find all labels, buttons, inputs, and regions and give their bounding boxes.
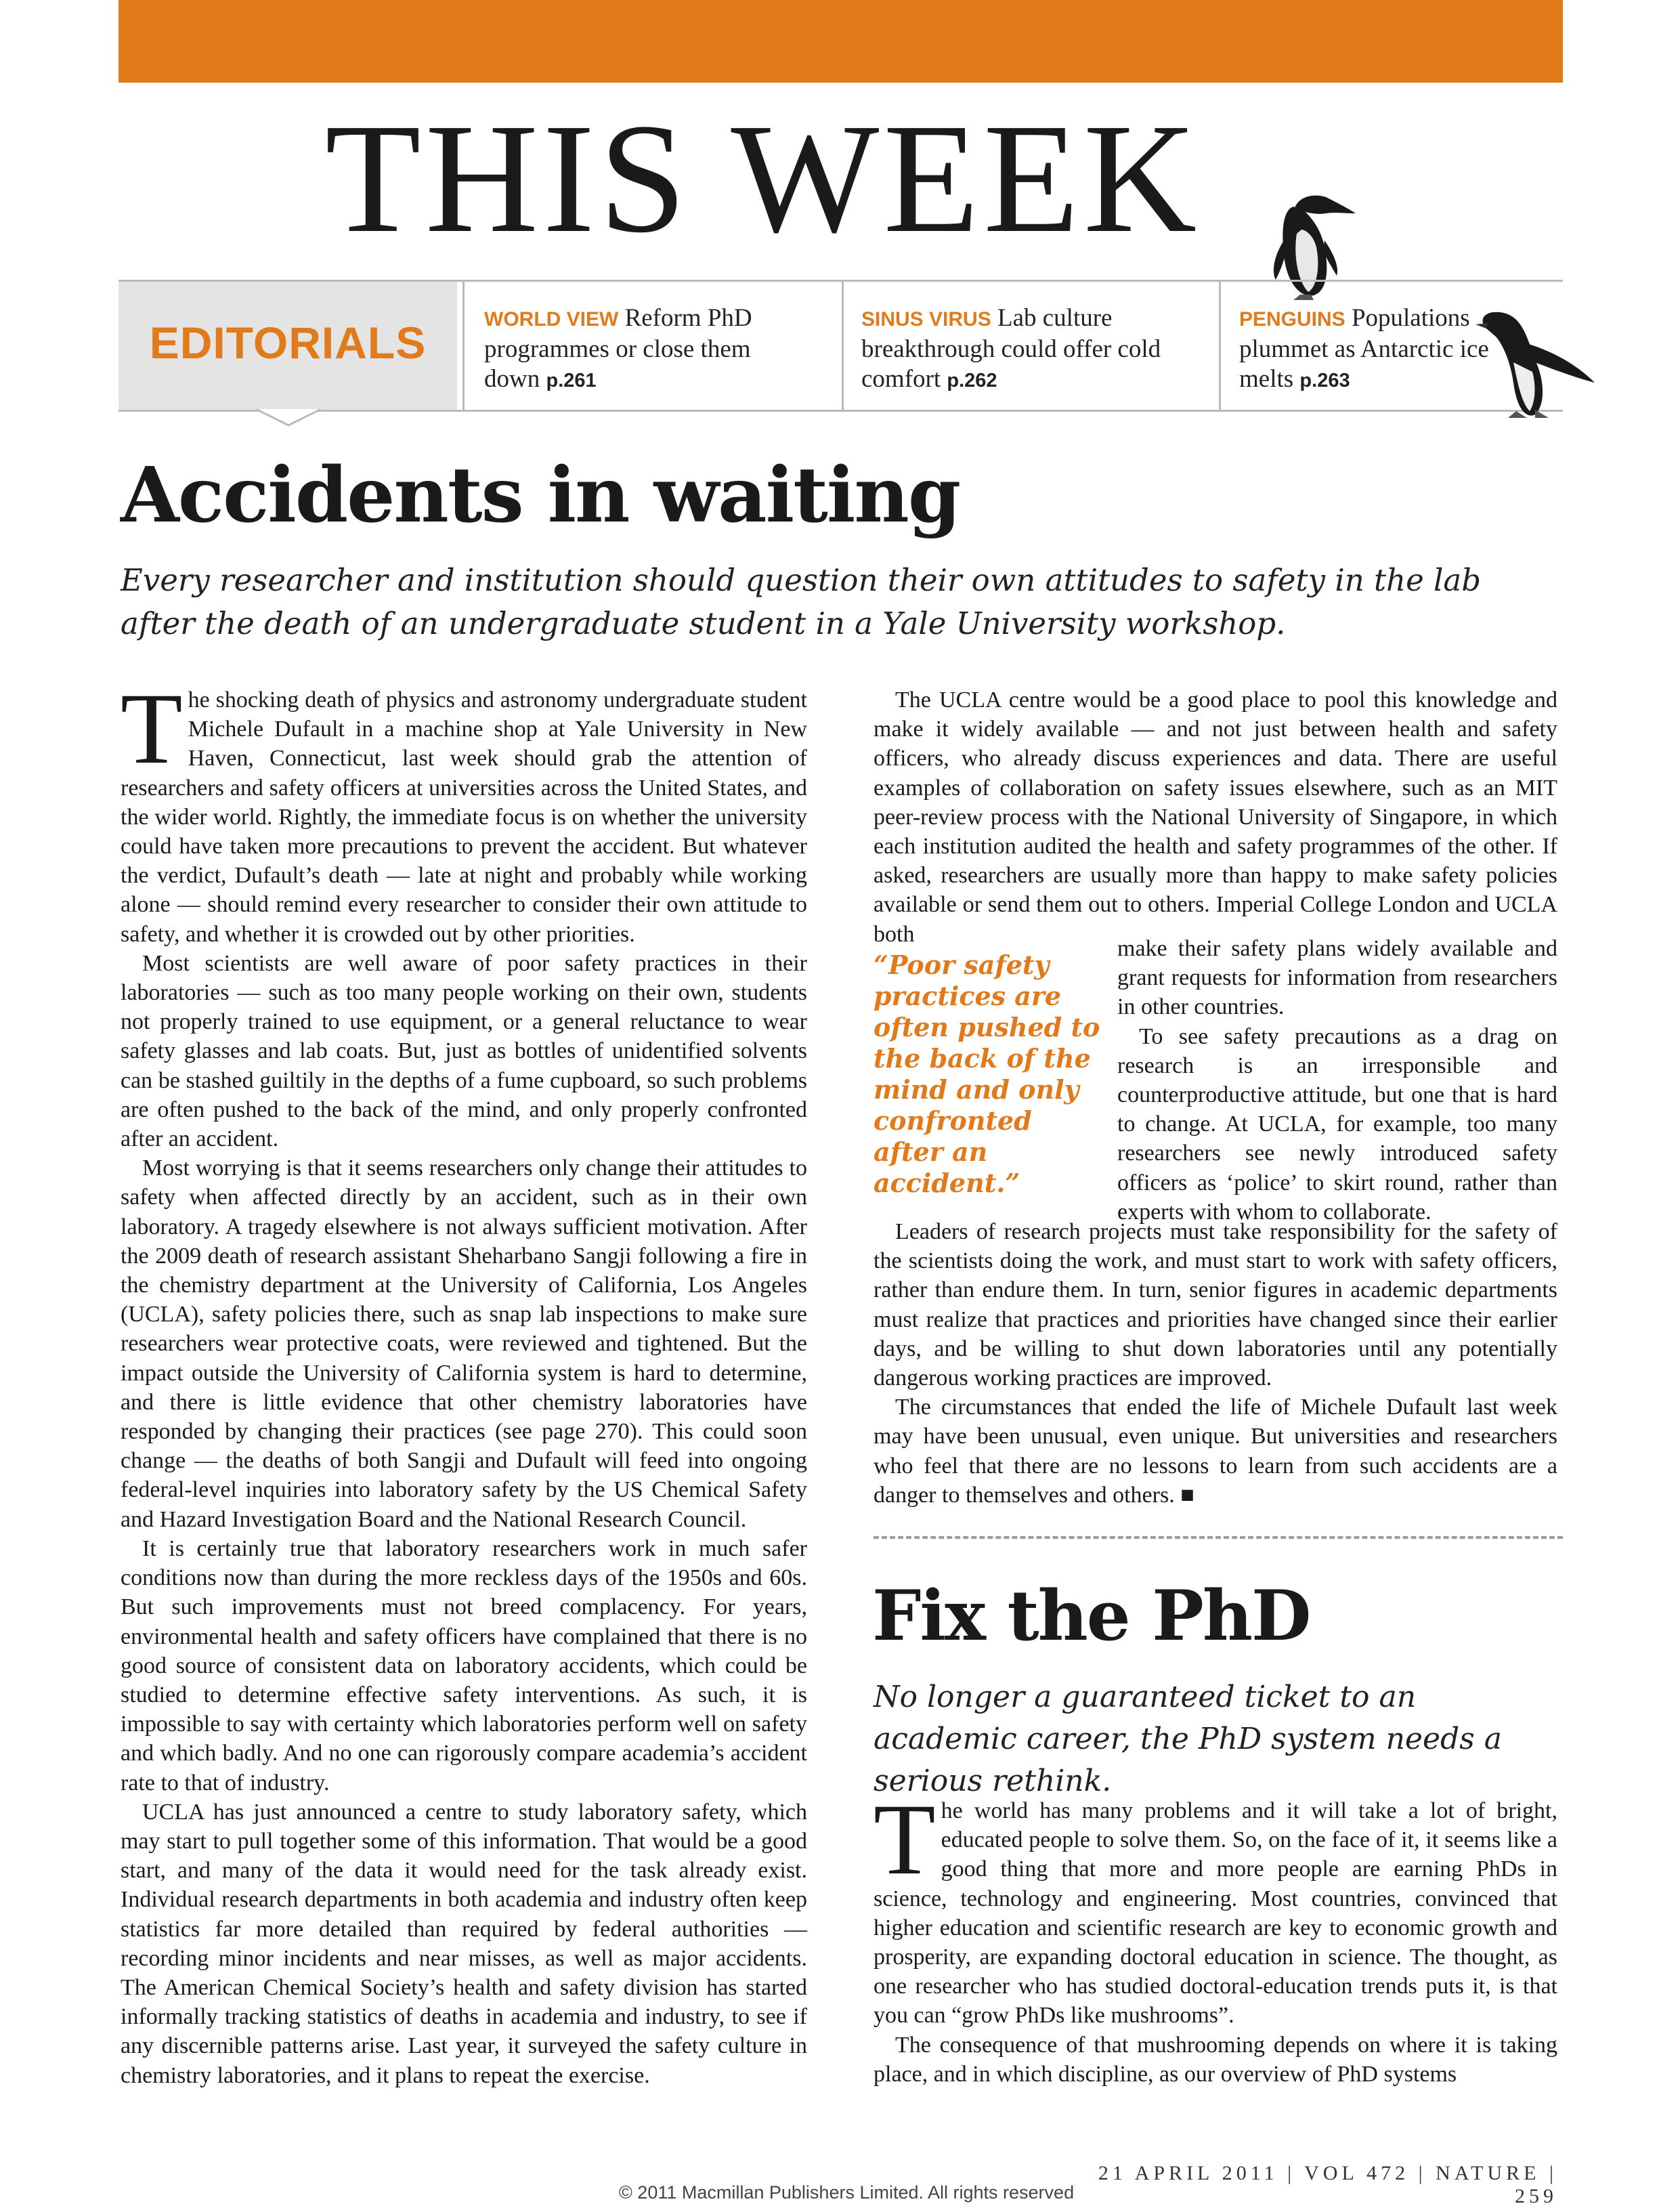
- article-paragraph: make their safety plans widely available and grant requests for information from researchers in other countries.: [1117, 936, 1557, 1020]
- teaser-page: p.263: [1299, 370, 1350, 391]
- teaser-divider: [1219, 282, 1221, 410]
- drop-cap: T: [874, 1783, 936, 1896]
- teaser-penguins[interactable]: [1239, 303, 1490, 396]
- article-column-second: [874, 1783, 1557, 2089]
- article-paragraph: Leaders of research projects must take responsibility for the safety of the scientists doing the work, and must start to work with safety officers, rather than endure them. In turn, senior figures in academic departments must realize that practices and priorities have changed since their earlier days, and be willing to shut down laboratories until any potentially dangerous working practices are improved.: [874, 1219, 1557, 1391]
- teaser-kicker: WORLD VIEW: [484, 308, 619, 331]
- section-rule-bottom: [119, 410, 1563, 412]
- drop-cap: T: [121, 673, 183, 785]
- article-standfirst: No longer a guaranteed ticket to an academic career, the PhD system needs a serious rethink.: [874, 1680, 1502, 1798]
- article-standfirst: Every researcher and institution should question their own attitudes to safety in the lab after the death of an undergraduate student in a Yale University workshop.: [121, 562, 1482, 641]
- teaser-world-view[interactable]: [484, 303, 802, 396]
- page-folio: 21 APRIL 2011 | VOL 472 | NATURE | 259: [1098, 2162, 1557, 2207]
- article-divider: [874, 1536, 1563, 1539]
- teaser-text: Lab culture breakthrough could offer cold comfort: [861, 304, 1161, 393]
- article-column-right-bottom: [874, 1217, 1557, 1510]
- teaser-text: Reform PhD programmes or close them down: [484, 304, 752, 393]
- teaser-text: Populations plummet as Antarctic ice melts: [1239, 304, 1489, 393]
- teaser-divider: [842, 282, 844, 410]
- article-paragraph: The UCLA centre would be a good place to pool this knowledge and make it widely available — and not just between health and safety officers, who already discuss experiences and data. There are useful examples of collaboration on safety issues elsewhere, such as an MIT peer-review process with the National University of Singapore, in which each institution audited the health and safety programmes of the other. If asked, researchers are usually more than happy to make safety policies available or send them out to others. Imperial College London and UCLA both: [874, 687, 1557, 947]
- pull-quote: “Poor safety practices are often pushed to the back of the mind and only confronted after an accident.”: [874, 950, 1100, 1198]
- teaser-kicker: SINUS VIRUS: [861, 308, 991, 331]
- article-paragraph: Most worrying is that it seems researchers only change their attitudes to safety when affected directly by an accident, such as in their own laboratory. A tragedy elsewhere is not always sufficient motivation. After the 2009 death of research assistant Sheharbano Sangji following a fire in the chemistry department at the University of California, Los Angeles (UCLA), safety policies there, such as snap lab inspections to make sure researchers wear protective coats, were reviewed and tightened. But the impact outside the University of California system is hard to determine, and there is little evidence that other chemistry laboratories have responded by changing their practices (see page 270). This could soon change — the deaths of both Sangji and Dufault will feed into ongoing federal-level inquiries into laboratory safety by the US Chemical Safety and Hazard Investigation Board and the National Research Council.: [121, 1155, 807, 1532]
- section-label: EDITORIALS: [149, 318, 427, 368]
- top-accent-bar: [119, 0, 1563, 83]
- teaser-divider: [462, 282, 465, 410]
- teaser-sinus-virus[interactable]: [861, 303, 1180, 396]
- penguin-icon: [1473, 301, 1601, 420]
- article-paragraph: Most scientists are well aware of poor safety practices in their laboratories — such as too many people working on their own, students not properly trained to use equipment, or a general reluctance to wear safety glasses and lab coats. But, just as bottles of unidentified solvents can be stashed guiltily in the depths of a fume cupboard, so such problems are often pushed to the back of the mind, and only properly confronted after an accident.: [121, 950, 807, 1152]
- article-headline: Fix the PhD: [872, 1575, 1310, 1657]
- article-paragraph: The world has many problems and it will take a lot of bright, educated people to solve them. So, on the face of it, it seems like a good thing that more and more people are earning PhDs in science, technology and engineering. Most countries, convinced that higher education and scientific research are key to economic growth and prosperity, are expanding doctoral education in science. The thought, as one researcher who has studied doctoral-education trends puts it, is that you can “grow PhDs like mushrooms”.: [874, 1783, 1557, 2029]
- article-column-right-inset: [1117, 934, 1557, 1227]
- article-column-left: [121, 673, 807, 2088]
- article-paragraph: To see safety precautions as a drag on research is an irresponsible and counterproductive attitude, but one that is hard to change. At UCLA, for example, too many researchers see newly introduced safety officers as ‘police’ to skirt round, rather than experts with whom to collaborate.: [1117, 1023, 1557, 1225]
- article-paragraph: The consequence of that mushrooming depends on where it is taking place, and in which discipline, as our overview of PhD systems: [874, 2032, 1557, 2087]
- article-paragraph: The shocking death of physics and astronomy undergraduate student Michele Dufault in a machine shop at Yale University in New Haven, Connecticut, last week should grab the attention of researchers and safety officers at universities across the United States, and the wider world. Rightly, the immediate focus is on whether the university could have taken more precautions to prevent the accident. But whatever the verdict, Dufault’s death — late at night and probably while working alone — should remind every researcher to consider their own attitude to safety, and whether it is crowded out by other priorities.: [121, 673, 807, 947]
- teaser-page: p.261: [546, 370, 597, 391]
- article-column-right-top: [874, 685, 1557, 949]
- article-paragraph: It is certainly true that laboratory researchers work in much safer conditions now than during the more reckless days of the 1950s and 60s. But such improvements must not breed complacency. For years, environmental health and safety officers have complained that there is no good source of consistent data on laboratory accidents, which could be studied to determine effective safety interventions. As such, it is impossible to say with certainty which laboratories perform well on safety and which badly. And no one can rigorously compare academia’s accident rate to that of industry.: [121, 1535, 807, 1796]
- masthead-title: THIS WEEK: [325, 91, 1201, 266]
- section-pointer: [256, 409, 321, 427]
- article-headline: Accidents in waiting: [121, 451, 960, 540]
- teaser-kicker: PENGUINS: [1239, 308, 1345, 331]
- penguin-icon: [1246, 193, 1371, 301]
- copyright-notice: © 2011 Macmillan Publishers Limited. All rights reserved: [618, 2182, 1075, 2203]
- teaser-page: p.262: [947, 370, 997, 391]
- article-paragraph: UCLA has just announced a centre to study laboratory safety, which may start to pull together some of this information. That would be a good start, and many of the data it would need for the task already exist. Individual research departments in both academia and industry often keep statistics far more detailed than required by federal authorities — recording minor incidents and near misses, as well as major accidents. The American Chemical Society’s health and safety division has started informally tracking statistics of deaths in academia and industry, to see if any discernible patterns arise. Last year, it surveyed the safety culture in chemistry laboratories, and it plans to repeat the exercise.: [121, 1799, 807, 2088]
- article-paragraph: The circumstances that ended the life of Michele Dufault last week may have been unusual, even unique. But universities and researchers who feel that there are no lessons to learn from such accidents are a danger to themselves and others. ■: [874, 1395, 1557, 1508]
